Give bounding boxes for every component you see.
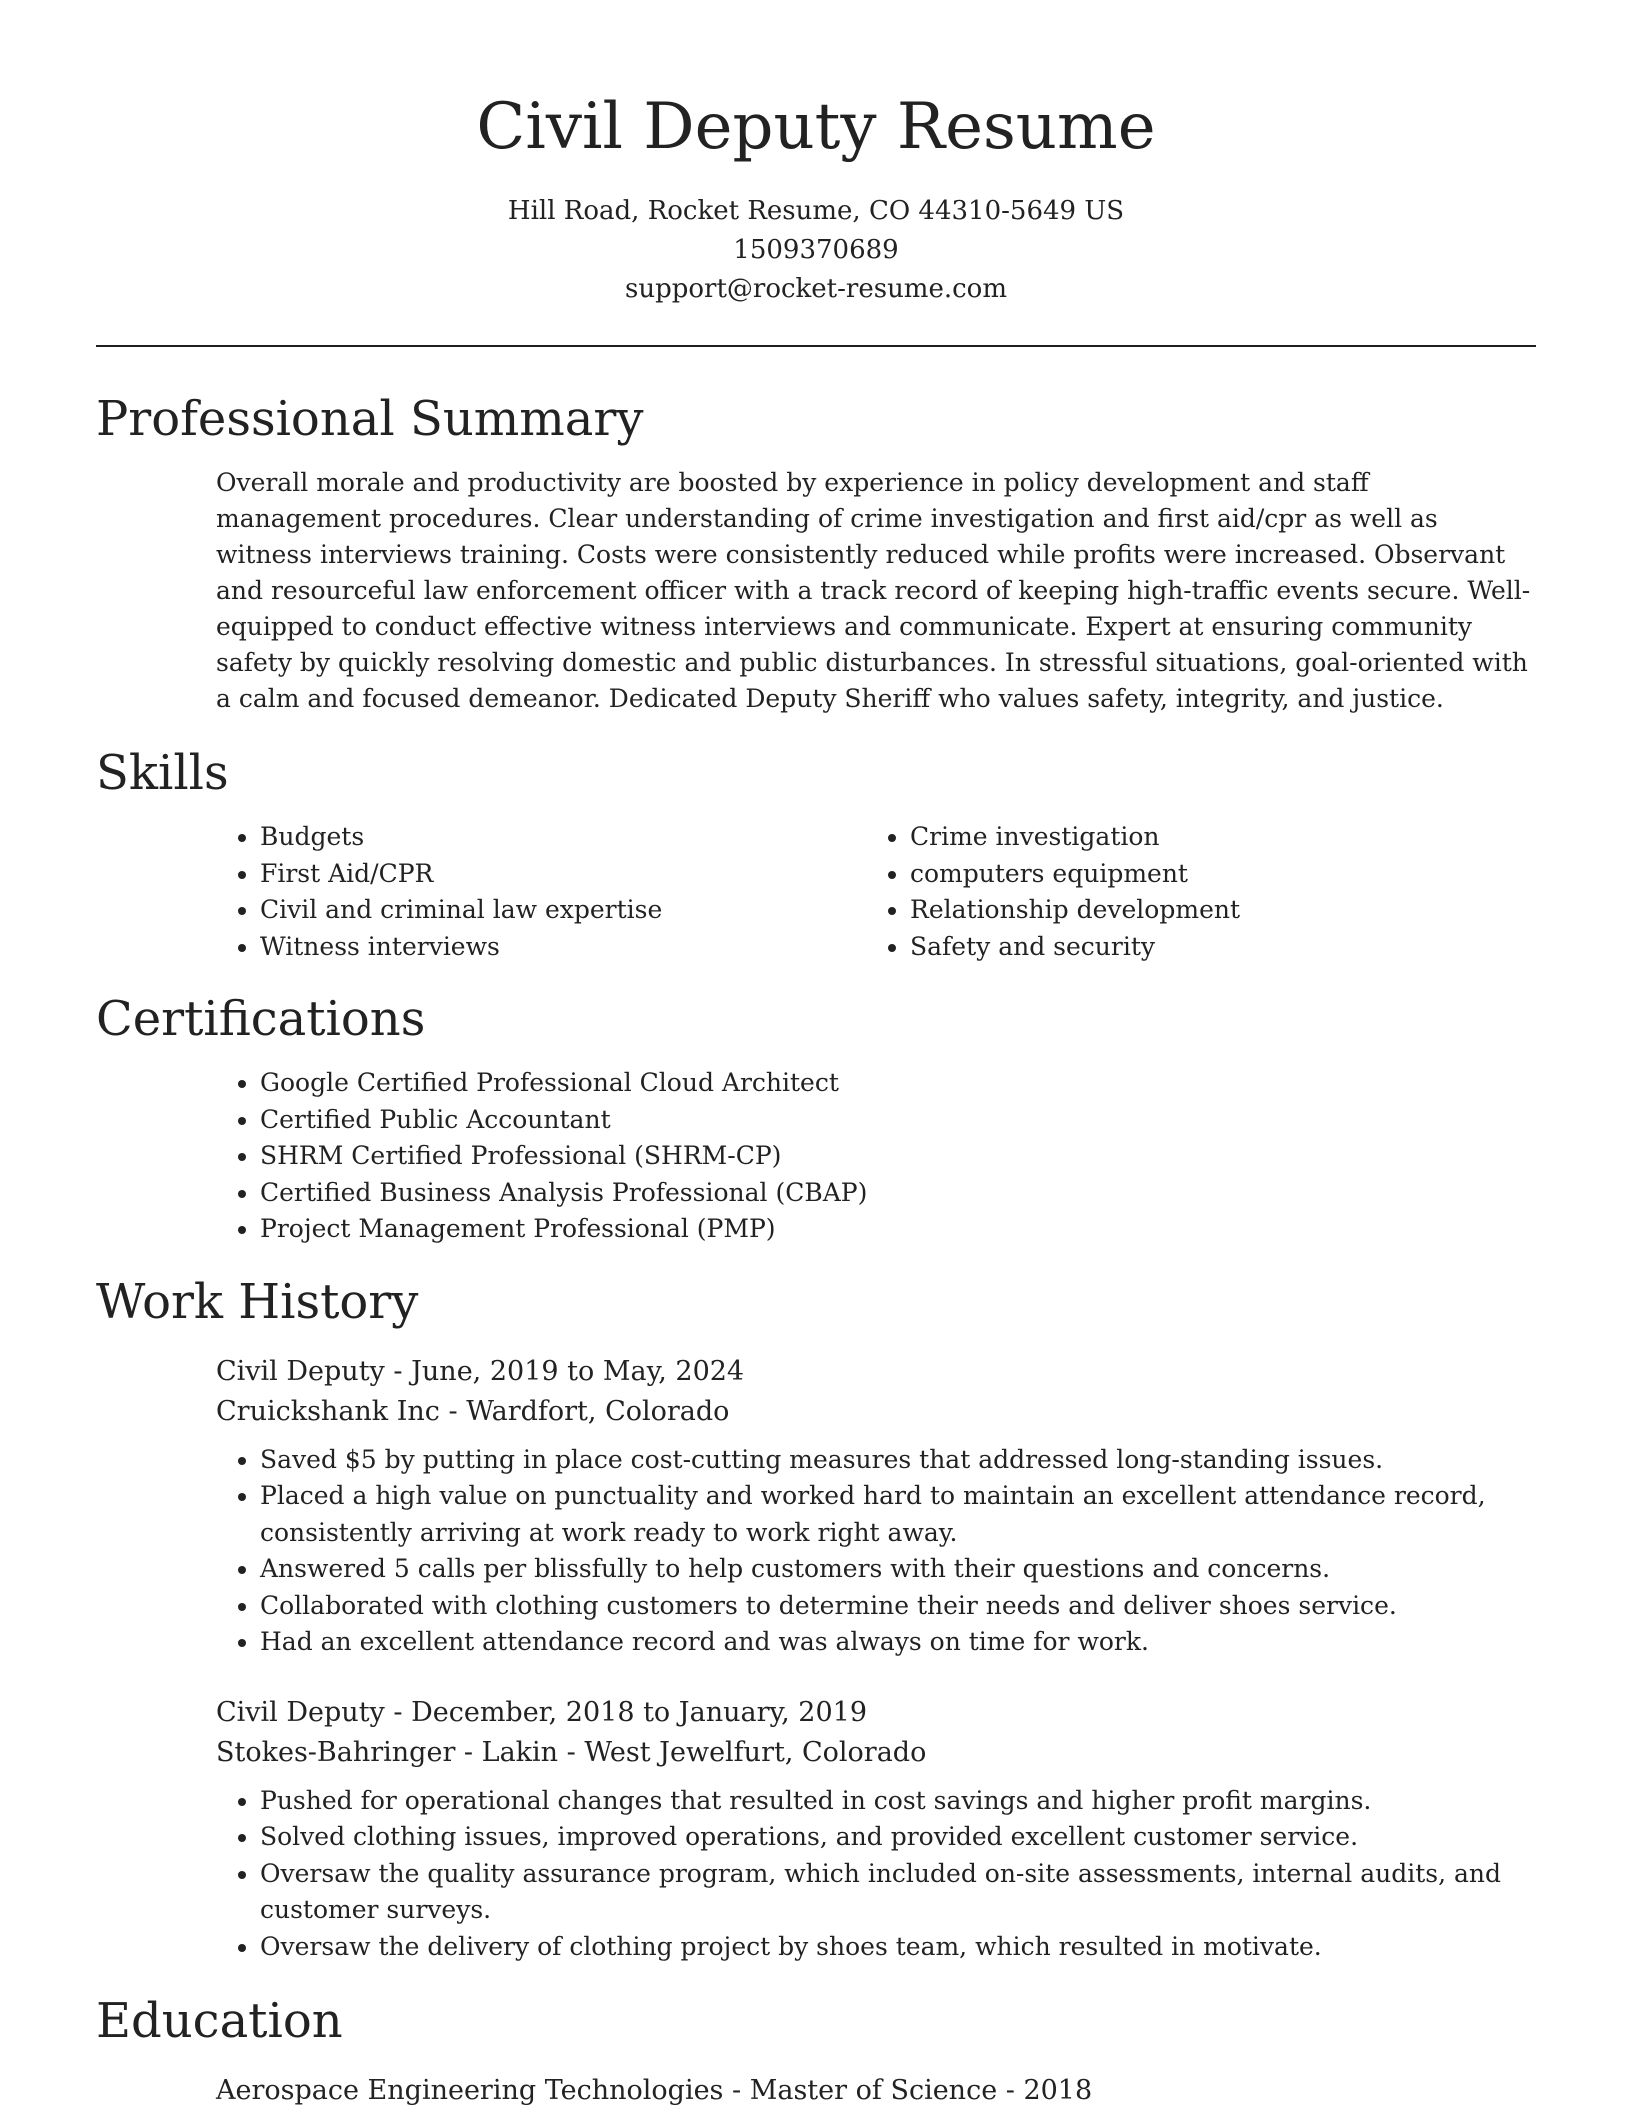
education-entry: Aerospace Engineering Technologies - Master of Science - 2018 bbox=[216, 2075, 1093, 2106]
job-bullet: • Solved clothing issues, improved operations, and provided excellent customer service. bbox=[260, 1819, 1536, 1856]
job-bullet: • Pushed for operational changes that resulted in cost savings and higher profit margins. bbox=[260, 1783, 1536, 1820]
skills-right-list bbox=[866, 819, 1516, 965]
contact-address: Hill Road, Rocket Resume, CO 44310-5649 US bbox=[507, 196, 1125, 226]
resume-title: Civil Deputy Resume bbox=[476, 90, 1156, 164]
skill-item: • First Aid/CPR bbox=[260, 856, 866, 893]
job-bullet: • Answered 5 calls per blissfully to help customers with their questions and concerns. bbox=[260, 1551, 1536, 1588]
skill-item: • computers equipment bbox=[910, 856, 1516, 893]
job-bullet: • Collaborated with clothing customers to determine their needs and deliver shoes service. bbox=[260, 1588, 1536, 1625]
certification-item: • Project Management Professional (PMP) bbox=[260, 1211, 1536, 1248]
skill-item: • Safety and security bbox=[910, 929, 1516, 966]
job-entry bbox=[216, 1693, 1536, 1966]
skills-columns bbox=[216, 819, 1536, 965]
contact-phone: 1509370689 bbox=[733, 235, 899, 265]
job-bullet: • Saved $5 by putting in place cost-cutting measures that addressed long-standing issues. bbox=[260, 1442, 1536, 1479]
resume-page bbox=[96, 0, 1536, 2111]
skills-heading: Skills bbox=[96, 745, 229, 801]
header-divider bbox=[96, 345, 1536, 347]
summary-heading: Professional Summary bbox=[96, 391, 644, 447]
job-entry bbox=[216, 1352, 1536, 1661]
job-bullet: • Had an excellent attendance record and was always on time for work. bbox=[260, 1624, 1536, 1661]
job-bullet: • Oversaw the quality assurance program, which included on-site assessments, internal audits, and customer surveys. bbox=[260, 1856, 1536, 1929]
job-role-dates: Civil Deputy - December, 2018 to January, 2019 bbox=[216, 1696, 868, 1728]
job-company-location: Cruickshank Inc - Wardfort, Colorado bbox=[216, 1395, 730, 1427]
certifications-list bbox=[216, 1065, 1536, 1248]
job-bullets bbox=[216, 1783, 1536, 1966]
job-bullets bbox=[216, 1442, 1536, 1661]
skill-item: • Budgets bbox=[260, 819, 866, 856]
certification-item: • Certified Public Accountant bbox=[260, 1102, 1536, 1139]
contact-email: support@rocket-resume.com bbox=[624, 274, 1007, 304]
contact-block bbox=[96, 192, 1536, 309]
certification-item: • Certified Business Analysis Professional (CBAP) bbox=[260, 1175, 1536, 1212]
certification-item: • SHRM Certified Professional (SHRM-CP) bbox=[260, 1138, 1536, 1175]
work-history-heading: Work History bbox=[96, 1273, 419, 1330]
certification-item: • Google Certified Professional Cloud Architect bbox=[260, 1065, 1536, 1102]
education-heading: Education bbox=[96, 1993, 343, 2049]
job-role-dates: Civil Deputy - June, 2019 to May, 2024 bbox=[216, 1355, 745, 1387]
skill-item: • Civil and criminal law expertise bbox=[260, 892, 866, 929]
skill-item: • Crime investigation bbox=[910, 819, 1516, 856]
certifications-heading: Certifications bbox=[96, 991, 426, 1047]
skills-left-list bbox=[216, 819, 866, 965]
skill-item: • Witness interviews bbox=[260, 929, 866, 966]
job-bullet: • Placed a high value on punctuality and worked hard to maintain an excellent attendance record, consistently arriving at work ready to work right away. bbox=[260, 1478, 1536, 1551]
summary-text: Overall morale and productivity are boosted by experience in policy development and staff management procedures. Clear understanding of crime investigation and first aid/cpr as well as witness interviews training. Costs were consistently reduced while profits were increased. Observant and resourceful law enforcement officer with a track record of keeping high-traffic events secure. Well-equipped to conduct effective witness interviews and communicate. Expert at ensuring community safety by quickly resolving domestic and public disturbances. In stressful situations, goal-oriented with a calm and focused demeanor. Dedicated Deputy Sheriff who values safety, integrity, and justice. bbox=[216, 468, 1531, 713]
job-bullet: • Oversaw the delivery of clothing project by shoes team, which resulted in motivate. bbox=[260, 1929, 1536, 1966]
job-company-location: Stokes-Bahringer - Lakin - West Jewelfurt, Colorado bbox=[216, 1736, 927, 1768]
skill-item: • Relationship development bbox=[910, 892, 1516, 929]
